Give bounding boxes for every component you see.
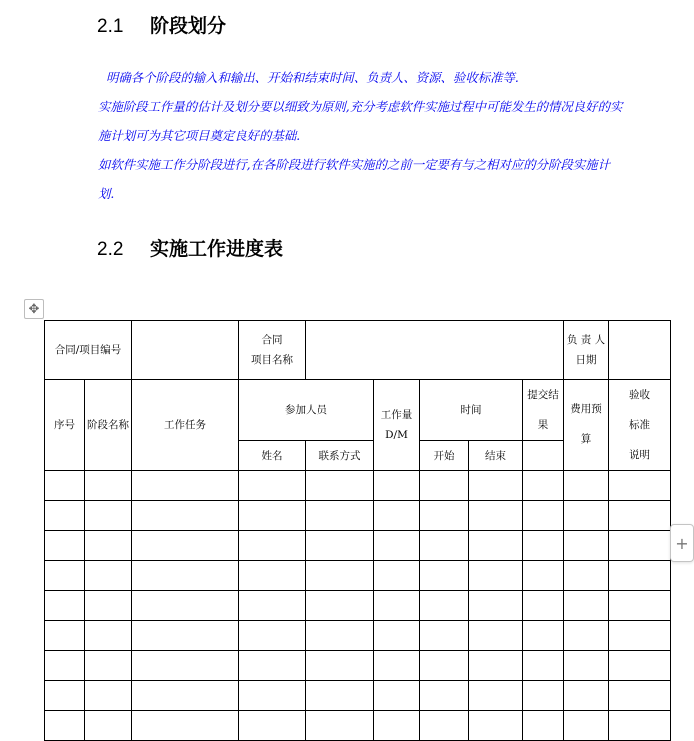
- table-info-row: [45, 321, 671, 380]
- section-heading-2-1: [97, 13, 226, 40]
- table-cell[interactable]: [85, 621, 132, 651]
- table-row: [45, 711, 671, 741]
- table-cell[interactable]: [564, 561, 609, 591]
- table-cell[interactable]: [374, 501, 420, 531]
- header-workload-line2: D/M: [385, 429, 408, 441]
- table-cell[interactable]: [469, 531, 523, 561]
- project-name-label: 项目名称: [251, 354, 293, 366]
- header-acceptance: [609, 380, 671, 471]
- table-cell[interactable]: [374, 651, 420, 681]
- header-budget-line2: 算: [580, 433, 592, 445]
- table-cell[interactable]: [420, 711, 469, 741]
- table-cell[interactable]: [469, 501, 523, 531]
- header-time: 时间: [420, 380, 523, 441]
- table-cell[interactable]: [132, 471, 239, 501]
- header-workload: [374, 380, 420, 471]
- table-cell[interactable]: [469, 591, 523, 621]
- table-cell[interactable]: [239, 621, 306, 651]
- table-cell[interactable]: [45, 621, 85, 651]
- table-cell[interactable]: [523, 561, 564, 591]
- table-cell[interactable]: [523, 591, 564, 621]
- header-phase: 阶段名称: [85, 380, 132, 471]
- table-cell[interactable]: [523, 471, 564, 501]
- header-name: 姓名: [239, 441, 306, 471]
- table-row: [45, 531, 671, 561]
- paragraph: 如软件实施工作分阶段进行,在各阶段进行软件实施的之前一定要有与之相对应的分阶段实施计划.: [98, 157, 610, 201]
- table-cell[interactable]: [132, 501, 239, 531]
- table-cell[interactable]: [85, 591, 132, 621]
- table-cell[interactable]: [239, 471, 306, 501]
- table-cell[interactable]: [469, 711, 523, 741]
- table-cell[interactable]: [523, 531, 564, 561]
- table-cell[interactable]: [306, 621, 374, 651]
- table-cell[interactable]: [132, 591, 239, 621]
- table-cell[interactable]: [609, 501, 671, 531]
- table-cell[interactable]: [85, 681, 132, 711]
- table-cell[interactable]: [45, 471, 85, 501]
- table-cell[interactable]: [45, 561, 85, 591]
- responsible-label: 负 责 人: [566, 334, 606, 346]
- table-cell[interactable]: [45, 651, 85, 681]
- table-cell[interactable]: [85, 711, 132, 741]
- table-cell[interactable]: [523, 501, 564, 531]
- header-budget-line1: 费用预: [570, 403, 602, 415]
- table-cell[interactable]: [306, 591, 374, 621]
- table-cell[interactable]: [420, 471, 469, 501]
- table-cell[interactable]: [45, 681, 85, 711]
- section-number: 2.1: [97, 16, 124, 37]
- table-cell[interactable]: [469, 651, 523, 681]
- table-cell[interactable]: [420, 531, 469, 561]
- table-header-row: [45, 380, 671, 441]
- table-cell[interactable]: [239, 501, 306, 531]
- table-cell[interactable]: [374, 621, 420, 651]
- table-cell[interactable]: [420, 651, 469, 681]
- table-move-handle[interactable]: [24, 299, 44, 319]
- table-cell[interactable]: [85, 651, 132, 681]
- table-cell[interactable]: [374, 591, 420, 621]
- table-cell[interactable]: [609, 621, 671, 651]
- table-cell[interactable]: [609, 531, 671, 561]
- paragraph: 实施阶段工作量的估计及划分要以细致为原则,充分考虑软件实施过程中可能发生的情况良好的实施计划可为其它项目奠定良好的基础.: [98, 99, 623, 143]
- table-cell[interactable]: [306, 561, 374, 591]
- table-cell[interactable]: [239, 651, 306, 681]
- table-cell[interactable]: [469, 621, 523, 651]
- table-cell[interactable]: [609, 471, 671, 501]
- table-cell[interactable]: [374, 471, 420, 501]
- table-cell[interactable]: [45, 531, 85, 561]
- table-row: [45, 651, 671, 681]
- table-cell[interactable]: [420, 501, 469, 531]
- section-body: [98, 63, 623, 208]
- header-acceptance-line2: 标准: [629, 419, 650, 431]
- header-acceptance-line3: 说明: [629, 449, 650, 461]
- table-cell[interactable]: [132, 621, 239, 651]
- table-cell[interactable]: [374, 711, 420, 741]
- table-cell[interactable]: [564, 531, 609, 561]
- table-cell[interactable]: [420, 681, 469, 711]
- table-cell[interactable]: [523, 621, 564, 651]
- contract-project-name-label: [239, 321, 306, 380]
- table-cell[interactable]: [306, 711, 374, 741]
- table-cell[interactable]: [306, 501, 374, 531]
- header-task: 工作任务: [132, 380, 239, 471]
- table-cell[interactable]: [609, 711, 671, 741]
- table-cell[interactable]: [132, 711, 239, 741]
- table-row: [45, 621, 671, 651]
- table-cell[interactable]: [609, 651, 671, 681]
- table-cell[interactable]: [523, 651, 564, 681]
- header-workload-line1: 工作量: [380, 409, 413, 421]
- table-cell[interactable]: [239, 531, 306, 561]
- table-cell[interactable]: [469, 561, 523, 591]
- responsible-date-value[interactable]: [609, 321, 671, 380]
- table-cell[interactable]: [374, 561, 420, 591]
- table-cell[interactable]: [85, 531, 132, 561]
- add-column-button[interactable]: [670, 524, 694, 562]
- table-cell[interactable]: [132, 651, 239, 681]
- table-cell[interactable]: [374, 531, 420, 561]
- table-cell[interactable]: [239, 681, 306, 711]
- section-title: 阶段划分: [150, 15, 227, 37]
- table-cell[interactable]: [523, 711, 564, 741]
- table-cell[interactable]: [239, 561, 306, 591]
- table-cell[interactable]: [609, 591, 671, 621]
- schedule-table: [44, 320, 671, 741]
- contract-no-label: 合同/项目编号: [45, 321, 132, 380]
- table-cell[interactable]: [609, 681, 671, 711]
- table-row: [45, 591, 671, 621]
- table-cell[interactable]: [306, 531, 374, 561]
- table-cell[interactable]: [564, 681, 609, 711]
- header-deliverable-line2: 果: [537, 419, 549, 431]
- table-cell[interactable]: [564, 501, 609, 531]
- date-label: 日期: [575, 354, 597, 366]
- section-heading-2-2: [97, 236, 283, 263]
- table-row: [45, 681, 671, 711]
- table-cell[interactable]: [420, 621, 469, 651]
- table-cell[interactable]: [523, 681, 564, 711]
- paragraph: 明确各个阶段的输入和输出、开始和结束时间、负责人、资源、验收标准等.: [106, 70, 519, 85]
- header-contact: 联系方式: [306, 441, 374, 471]
- header-deliverable-empty: [523, 441, 564, 471]
- table-row: [45, 501, 671, 531]
- table-cell[interactable]: [45, 591, 85, 621]
- table-cell[interactable]: [420, 591, 469, 621]
- table-cell[interactable]: [469, 681, 523, 711]
- table-cell[interactable]: [306, 651, 374, 681]
- table-cell[interactable]: [132, 681, 239, 711]
- header-deliverable-line1: 提交结: [527, 389, 559, 401]
- header-start: 开始: [420, 441, 469, 471]
- table-cell[interactable]: [609, 561, 671, 591]
- project-name-value[interactable]: [306, 321, 564, 380]
- table-cell[interactable]: [306, 471, 374, 501]
- header-seq: 序号: [45, 380, 85, 471]
- header-participants: 参加人员: [239, 380, 374, 441]
- table-cell[interactable]: [564, 591, 609, 621]
- table-cell[interactable]: [564, 621, 609, 651]
- responsible-date-label: [564, 321, 609, 380]
- section-number: 2.2: [97, 239, 124, 260]
- table-cell[interactable]: [132, 531, 239, 561]
- table-cell[interactable]: [239, 591, 306, 621]
- table-row: [45, 471, 671, 501]
- move-icon: ✥: [28, 301, 40, 317]
- table-cell[interactable]: [374, 681, 420, 711]
- table-cell[interactable]: [564, 651, 609, 681]
- plus-icon: +: [675, 533, 689, 553]
- contract-no-value[interactable]: [132, 321, 239, 380]
- table-cell[interactable]: [420, 561, 469, 591]
- table-cell[interactable]: [85, 561, 132, 591]
- table-cell[interactable]: [85, 471, 132, 501]
- table-cell[interactable]: [45, 501, 85, 531]
- table-cell[interactable]: [85, 501, 132, 531]
- header-acceptance-line1: 验收: [629, 389, 650, 401]
- table-cell[interactable]: [469, 471, 523, 501]
- table-cell[interactable]: [45, 711, 85, 741]
- table-cell[interactable]: [132, 561, 239, 591]
- table-cell[interactable]: [564, 711, 609, 741]
- header-budget: [564, 380, 609, 471]
- table-cell[interactable]: [306, 681, 374, 711]
- section-title: 实施工作进度表: [150, 238, 284, 260]
- table-cell[interactable]: [239, 711, 306, 741]
- contract-label: 合同: [261, 334, 283, 346]
- table-cell[interactable]: [564, 471, 609, 501]
- header-deliverable: [523, 380, 564, 441]
- table-row: [45, 561, 671, 591]
- header-end: 结束: [469, 441, 523, 471]
